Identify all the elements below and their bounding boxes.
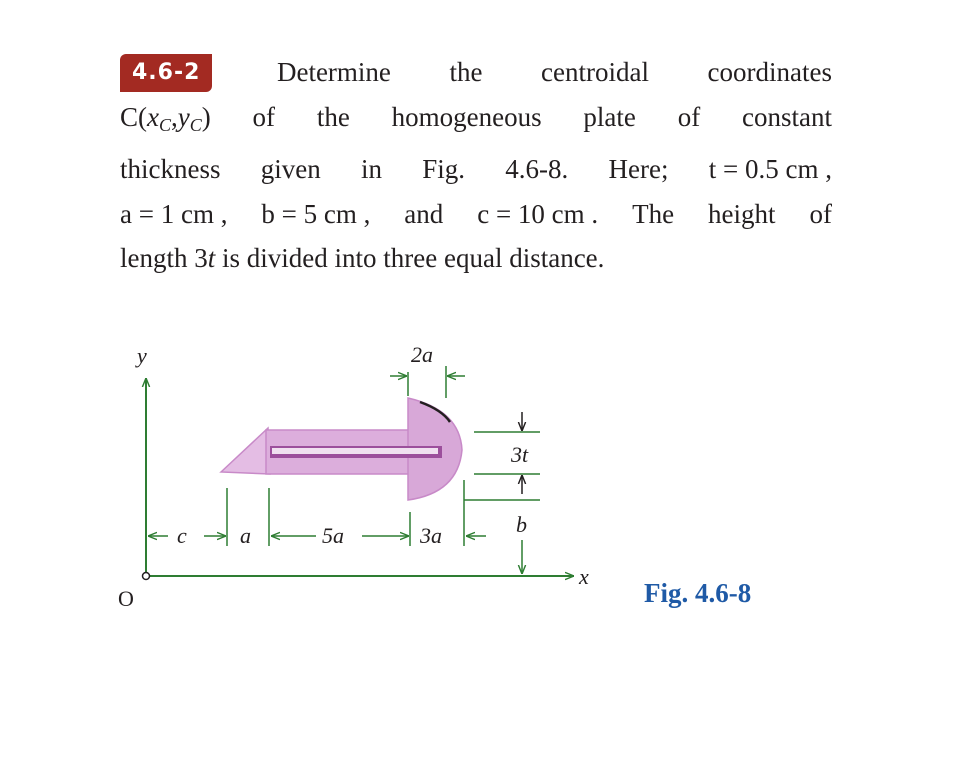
slot-inner	[272, 448, 438, 454]
dim-a-label: a	[240, 523, 251, 548]
dim-3a-label: 3a	[420, 523, 442, 548]
dim-c-label: c	[177, 523, 187, 548]
dim-b-label: b	[516, 512, 527, 537]
word: of	[809, 198, 832, 229]
dim-2a-label: 2a	[411, 342, 433, 367]
centroid-expression: $C(x_C,y_C)$	[120, 101, 211, 135]
word: Fig.	[422, 154, 466, 184]
plate-tip	[221, 428, 270, 474]
word: centroidal	[541, 57, 649, 87]
word: and	[404, 198, 444, 229]
origin-marker	[143, 573, 150, 580]
t-equation: t = 0.5 cm ,	[708, 154, 832, 184]
word: plate	[583, 101, 636, 132]
problem-number-badge: 4.6-2	[120, 54, 212, 92]
x-axis-label: x	[579, 564, 589, 589]
origin-label: O	[118, 586, 134, 611]
word: of	[252, 101, 276, 132]
a-equation: a = 1 cm ,	[120, 198, 228, 229]
word: of	[677, 101, 701, 132]
b-equation: b = 5 cm ,	[261, 198, 371, 229]
word: given	[260, 154, 321, 184]
word: height	[708, 198, 776, 229]
word: coordinates	[707, 57, 832, 87]
dim-3t-label: 3t	[511, 442, 529, 467]
word: 4.6-8.	[505, 154, 569, 184]
word: thickness	[120, 154, 221, 184]
word: the	[316, 101, 350, 132]
word: homogeneous	[391, 101, 542, 132]
figure-caption: Fig. 4.6-8	[644, 578, 752, 608]
word: Determine	[276, 57, 391, 87]
word: The	[632, 198, 675, 229]
dim-5a-label: 5a	[322, 523, 344, 548]
c-equation: c = 10 cm .	[477, 198, 599, 229]
word: Here;	[608, 154, 669, 184]
y-axis-label: y	[137, 343, 147, 368]
word: the	[449, 57, 483, 87]
plate-shape	[221, 398, 462, 500]
line-5-text: length 3t is divided into three equal distance.	[120, 243, 605, 273]
word: in	[361, 154, 383, 184]
word: constant	[742, 101, 832, 132]
